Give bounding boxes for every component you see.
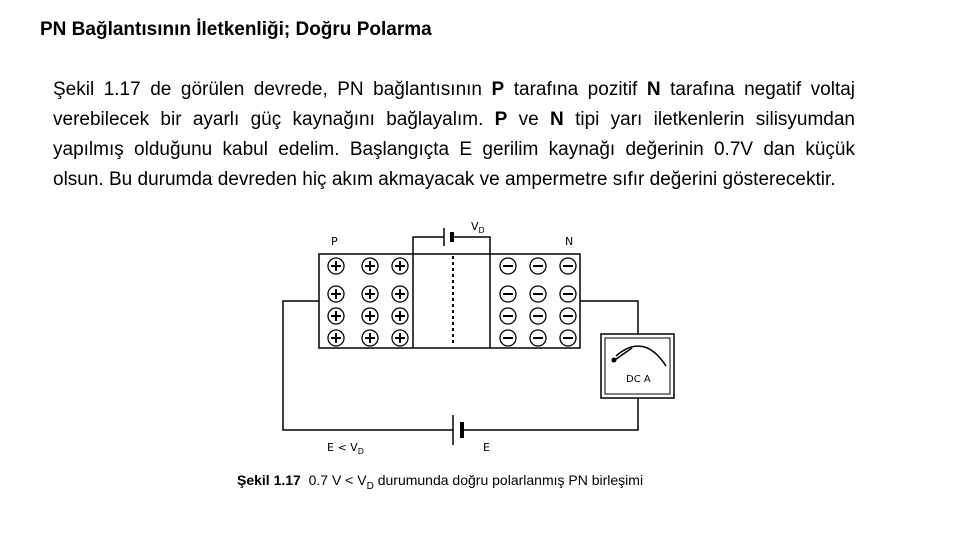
- caption-figure-number: Şekil 1.17: [237, 472, 301, 488]
- para-text-2: tarafına pozitif: [504, 79, 647, 100]
- label-n-side: N: [565, 235, 574, 248]
- top-wire-right: [452, 237, 490, 254]
- para-text-1: Şekil 1.17 de görülen devrede, PN bağlantısının: [53, 79, 492, 100]
- para-text-4: ve: [507, 109, 551, 130]
- label-p-side: P: [331, 235, 338, 248]
- para-text-5: tipi yarı iletkenlerin silisyumdan yapılmış olduğunu kabul edelim. Başlangıçta E gerilim kaynağı değerinin 0.7V dan küçük olsun. Bu durumda devreden hiç akım akmayacak ve ampermetre sıfır değerini gösterecektir.: [53, 109, 856, 190]
- figure-caption: Şekil 1.17 0.7 $V < V_D$ durumunda doğru polarlanmış PN birleşimi: [237, 472, 644, 492]
- right-loop-wire: [580, 301, 638, 334]
- label-vd: $V_D$: [471, 220, 485, 236]
- para-text-3: tarafına negatif voltaj verebilecek bir ayarlı güç kaynağını bağlayalım.: [53, 79, 856, 130]
- ammeter-label: DC A: [626, 374, 651, 385]
- ammeter-frame: [601, 334, 674, 398]
- label-e: E: [483, 441, 490, 454]
- slide-title: PN Bağlantısının İletkenliği; Doğru Polarma: [40, 19, 432, 40]
- ammeter-pivot: [612, 358, 617, 363]
- para-bold-p-1: P: [491, 79, 505, 100]
- para-bold-n-1: N: [646, 79, 661, 100]
- bottom-loop-wire: [462, 398, 638, 430]
- para-bold-n-2: N: [550, 109, 564, 130]
- top-wire-left: [413, 237, 444, 254]
- label-e-less-vd: $E < V_D$: [327, 441, 364, 457]
- para-bold-p-2: P: [494, 109, 508, 130]
